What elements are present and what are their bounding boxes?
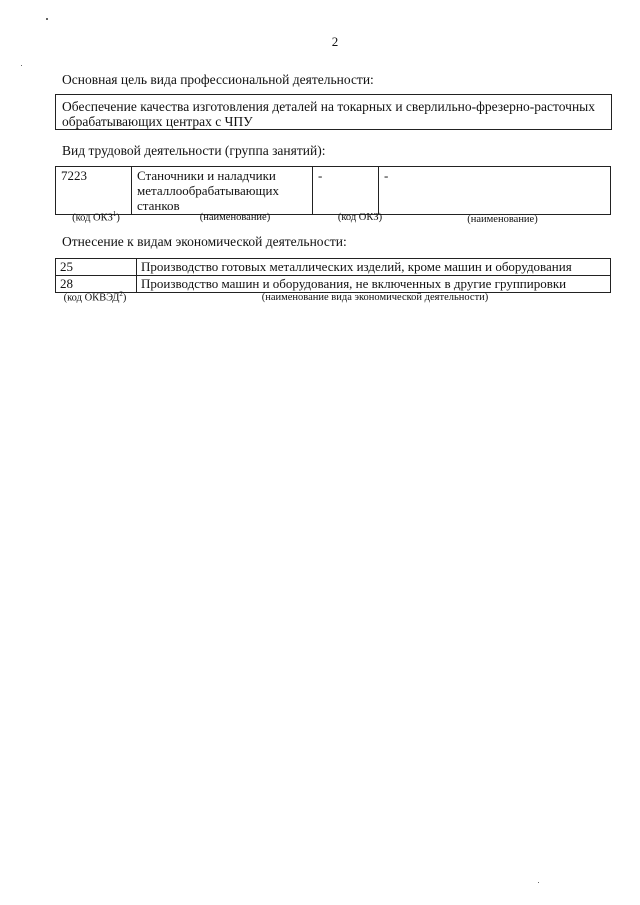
caption-name: (наименование) xyxy=(199,212,271,223)
okved-table xyxy=(55,258,611,293)
caption-okz-code: (код ОКЗ$^1$) xyxy=(72,210,120,224)
occupation-name-line2: металлообрабатывающих xyxy=(137,183,279,198)
occupation-code2: - xyxy=(313,167,379,215)
caption-okved-code-text: (код ОКВЭД xyxy=(63,292,120,304)
occupation-name-line3: станков xyxy=(137,198,180,213)
okved-name: Производство готовых металлических изделий, кроме машин и оборудования xyxy=(137,259,611,276)
occupation-code: 7223 xyxy=(56,167,132,215)
purpose-text-line2: обрабатывающих центрах с ЧПУ xyxy=(62,114,253,129)
occupation-name2: - xyxy=(379,167,611,215)
occupation-heading: Вид трудовой деятельности (группа занятий): xyxy=(62,143,326,158)
table-row xyxy=(56,167,611,215)
caption-okved-code: (код ОКВЭД$^2$) xyxy=(63,290,127,304)
occupation-name-line1: Станочники и наладчики xyxy=(137,168,276,183)
caption-okz-code2: (код ОКЗ) xyxy=(337,212,383,223)
table-row xyxy=(56,259,611,276)
scan-speck xyxy=(46,18,48,20)
economic-heading: Отнесение к видам экономической деятельности: xyxy=(62,234,347,249)
scan-speck xyxy=(21,65,22,66)
occupation-table xyxy=(55,166,611,215)
okved-name: Производство машин и оборудования, не включенных в другие группировки xyxy=(137,276,611,293)
purpose-text-line1: Обеспечение качества изготовления деталей на токарных и сверлильно-фрезерно-расточных xyxy=(62,99,595,114)
purpose-box xyxy=(55,94,612,130)
occupation-name xyxy=(132,167,313,215)
okved-code: 25 xyxy=(56,259,137,276)
footnote-ref-2: 2 xyxy=(119,290,123,298)
caption-name2: (наименование) xyxy=(467,214,538,225)
table-row xyxy=(56,276,611,293)
purpose-heading: Основная цель вида профессиональной деятельности: xyxy=(62,72,374,87)
caption-okz-code-text: (код ОКЗ xyxy=(72,212,113,224)
okved-code: 28 xyxy=(56,276,137,293)
page-number: 2 xyxy=(331,34,339,49)
footnote-ref-1: 1 xyxy=(112,210,117,218)
scan-speck xyxy=(538,882,539,883)
caption-activity-name: (наименование вида экономической деятельности) xyxy=(261,292,489,303)
